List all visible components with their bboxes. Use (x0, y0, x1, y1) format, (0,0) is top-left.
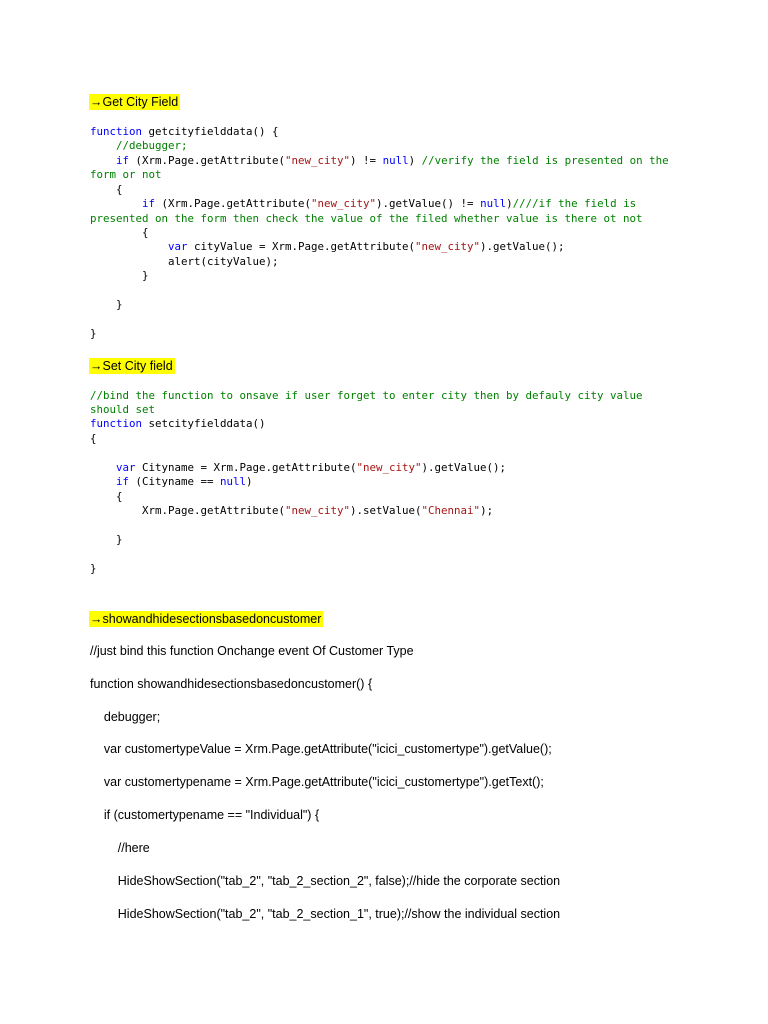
code-line (90, 417, 266, 431)
code-comment: //bind the function to onsave if user forget to enter city then by defauly city value (90, 389, 643, 402)
code-text: ); (480, 504, 494, 517)
code-text: Xrm.Page.getAttribute( (90, 504, 286, 517)
code-line: } (90, 327, 97, 340)
code-line: alert(cityValue); (90, 255, 279, 268)
heading-set-city-field: →Set City field (90, 359, 173, 373)
code-text: ).getValue(); (421, 461, 507, 474)
code-line (90, 461, 506, 475)
code-text: (Cityname == (129, 475, 221, 488)
code-text: ).setValue( (350, 504, 422, 517)
code-line (90, 504, 493, 518)
code-line (90, 389, 643, 403)
code-string: "new_city" (285, 504, 351, 517)
code-line (90, 139, 188, 153)
code-text: (Xrm.Page.getAttribute( (129, 154, 286, 167)
code-text: Cityname = Xrm.Page.getAttribute( (135, 461, 357, 474)
prose-code-line: HideShowSection("tab_2", "tab_2_section_1", true);//show the individual section (90, 907, 561, 921)
code-comment: form or not (90, 168, 162, 181)
code-text: cityValue = Xrm.Page.getAttribute( (187, 240, 416, 253)
code-keyword: function (90, 125, 143, 138)
code-line: } (90, 269, 149, 282)
code-text: getcityfielddata() { (142, 125, 279, 138)
heading-showandhidesections: →showandhidesectionsbasedoncustomer (90, 612, 322, 626)
code-line: } (90, 298, 123, 311)
code-text: ).getValue(); (480, 240, 565, 253)
code-keyword: null (220, 475, 247, 488)
code-string: "Chennai" (421, 504, 481, 517)
code-string: "new_city" (285, 154, 351, 167)
code-text: ) != (350, 154, 383, 167)
code-string: "new_city" (311, 197, 377, 210)
code-string: "new_city" (356, 461, 422, 474)
code-line (90, 475, 253, 489)
code-line: { (90, 490, 123, 503)
code-text: ) (408, 154, 422, 167)
prose-code-line: function showandhidesectionsbasedoncustomer() { (90, 677, 373, 691)
code-keyword: if (90, 475, 130, 488)
code-line (90, 240, 565, 254)
prose-code-line: debugger; (90, 710, 161, 724)
code-comment: ////if the field is (512, 197, 637, 210)
code-line: { (90, 183, 123, 196)
prose-code-line: var customertypename = Xrm.Page.getAttribute("icici_customertype").getText(); (90, 775, 544, 789)
prose-code-line: if (customertypename == "Individual") { (90, 808, 320, 822)
code-line: } (90, 533, 123, 546)
code-keyword: function (90, 417, 143, 430)
code-line (90, 197, 636, 211)
code-keyword: var (90, 240, 188, 253)
heading-get-city-field: →Get City Field (90, 95, 179, 109)
code-line: { (90, 432, 97, 445)
code-line (90, 125, 279, 139)
code-text: ) (506, 197, 513, 210)
code-keyword: if (90, 154, 130, 167)
code-comment: //debugger; (90, 139, 188, 152)
code-text: setcityfielddata() (142, 417, 266, 430)
code-string: "new_city" (415, 240, 481, 253)
code-line (90, 212, 643, 226)
code-comment: presented on the form then check the value of the filed whether value is there ot not (90, 212, 643, 225)
code-keyword: null (480, 197, 507, 210)
code-text: ).getValue() != (376, 197, 481, 210)
code-line (90, 403, 155, 417)
prose-code-line: //here (90, 841, 150, 855)
code-keyword: if (90, 197, 156, 210)
code-comment: should set (90, 403, 156, 416)
prose-code-line: //just bind this function Onchange event Of Customer Type (90, 644, 414, 658)
code-line (90, 168, 162, 182)
code-keyword: var (90, 461, 136, 474)
code-keyword: null (382, 154, 409, 167)
code-line: { (90, 226, 149, 239)
prose-code-line: var customertypeValue = Xrm.Page.getAttribute("icici_customertype").getValue(); (90, 742, 552, 756)
code-text: (Xrm.Page.getAttribute( (155, 197, 312, 210)
code-text: ) (246, 475, 253, 488)
code-comment: //verify the field is presented on the (421, 154, 669, 167)
code-line (90, 154, 669, 168)
prose-code-line: HideShowSection("tab_2", "tab_2_section_2", false);//hide the corporate section (90, 874, 561, 888)
code-line: } (90, 562, 97, 575)
